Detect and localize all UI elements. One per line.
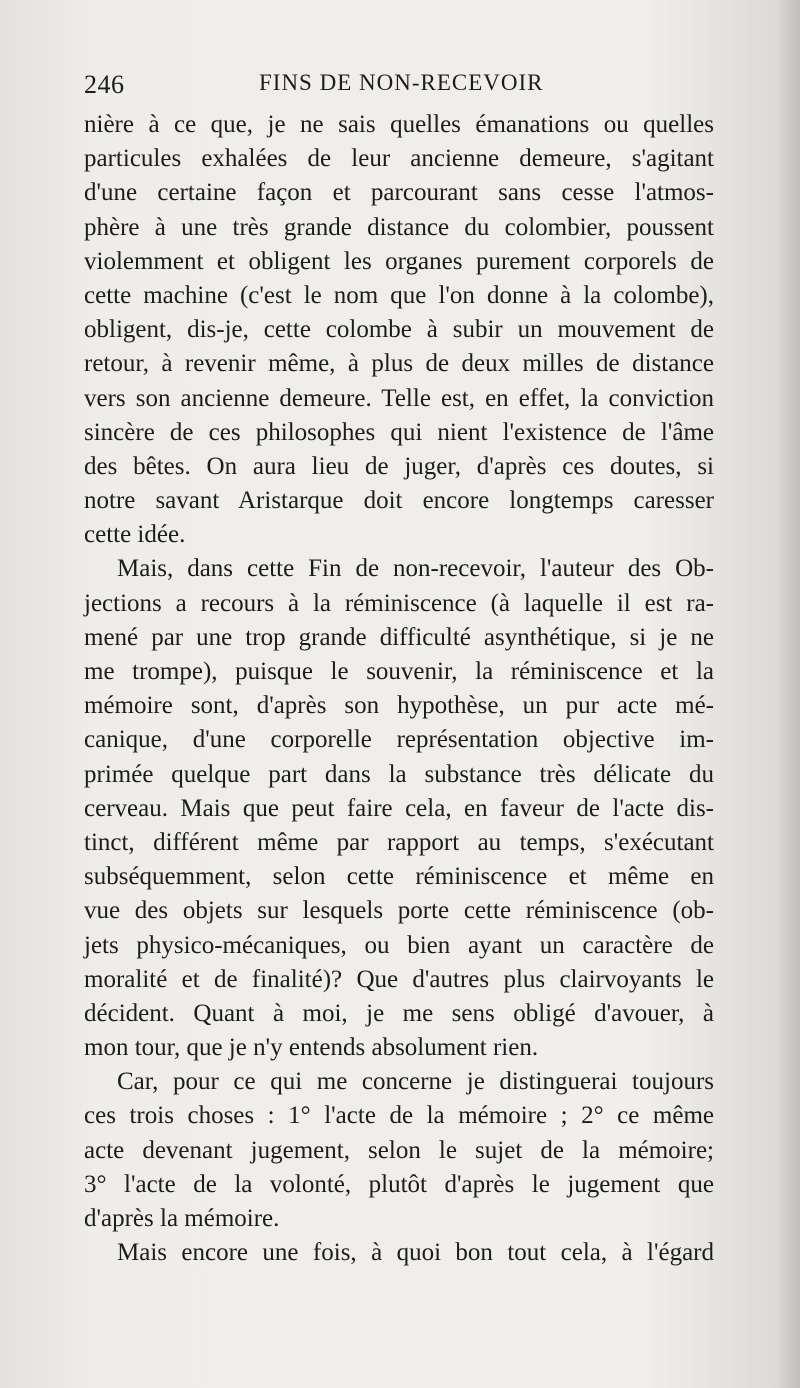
text-line: 3° l'acte de la volonté, plutôt d'après le jugement que — [84, 1170, 714, 1198]
text-line: moralité et de finalité)? Que d'autres plus clairvoyants le — [84, 965, 714, 993]
text-line: nière à ce que, je ne sais quelles émanations ou quelles — [84, 111, 714, 138]
text-line: d'une certaine façon et parcourant sans cesse l'atmos- — [84, 179, 714, 207]
text-line: mémoire sont, d'après son hypothèse, un pur acte mé- — [84, 692, 714, 720]
text-line: phère à une très grande distance du colombier, poussent — [84, 213, 714, 241]
page-number: 246 — [84, 70, 125, 99]
text-line: particules exhalées de leur ancienne demeure, s'agitant — [84, 145, 714, 173]
paragraph-end-line: mon tour, que je n'y entends absolument rien. — [84, 1034, 539, 1062]
text-line: sincère de ces philosophes qui nient l'existence de l'âme — [84, 418, 714, 446]
text-line: vue des objets sur lesquels porte cette réminiscence (ob- — [84, 897, 714, 925]
text-line: obligent, dis-je, cette colombe à subir un mouvement de — [84, 316, 714, 344]
text-line: violemment et obligent les organes purement corporels de — [84, 247, 714, 275]
paragraph-end-line: d'après la mémoire. — [84, 1205, 280, 1232]
text-line: retour, à revenir même, à plus de deux milles de distance — [84, 350, 714, 378]
text-line: me trompe), puisque le souvenir, la réminiscence et la — [84, 658, 714, 685]
paragraph-end-line: cette idée. — [84, 521, 186, 549]
text-line: canique, d'une corporelle représentation objective im- — [84, 726, 714, 754]
text-line: des bêtes. On aura lieu de juger, d'après ces doutes, si — [84, 452, 714, 480]
text-line: tinct, différent même par rapport au temps, s'exécutant — [84, 828, 714, 856]
text-line: cerveau. Mais que peut faire cela, en faveur de l'acte dis- — [84, 794, 714, 822]
text-line: jections a recours à la réminiscence (à laquelle il est ra- — [84, 589, 714, 617]
text-line: cette machine (c'est le nom que l'on donne à la colombe), — [84, 281, 714, 309]
running-title: FINS DE NON-RECEVOIR — [259, 70, 544, 95]
page-edge-shadow — [776, 0, 800, 1388]
text-line: jets physico-mécaniques, ou bien ayant un caractère de — [84, 931, 714, 959]
paragraph-start-line: Mais encore une fois, à quoi bon tout cela, à l'égard — [117, 1239, 714, 1267]
text-line: notre savant Aristarque doit encore longtemps caresser — [84, 487, 714, 515]
paragraph-start-line: Mais, dans cette Fin de non-recevoir, l'auteur des Ob- — [117, 555, 714, 583]
body-text — [84, 108, 714, 1270]
text-line: primée quelque part dans la substance très délicate du — [84, 760, 714, 788]
running-head — [84, 70, 714, 104]
text-line: vers son ancienne demeure. Telle est, en effet, la conviction — [84, 384, 714, 412]
text-line: subséquemment, selon cette réminiscence et même en — [84, 863, 714, 891]
text-line: ces trois choses : 1° l'acte de la mémoire ; 2° ce même — [84, 1102, 714, 1130]
text-line: acte devenant jugement, selon le sujet de la mémoire; — [84, 1136, 714, 1164]
paragraph-start-line: Car, pour ce qui me concerne je distinguerai toujours — [117, 1068, 714, 1096]
text-line: décident. Quant à moi, je me sens obligé d'avouer, à — [84, 999, 714, 1027]
text-line: mené par une trop grande difficulté asynthétique, si je ne — [84, 623, 714, 651]
